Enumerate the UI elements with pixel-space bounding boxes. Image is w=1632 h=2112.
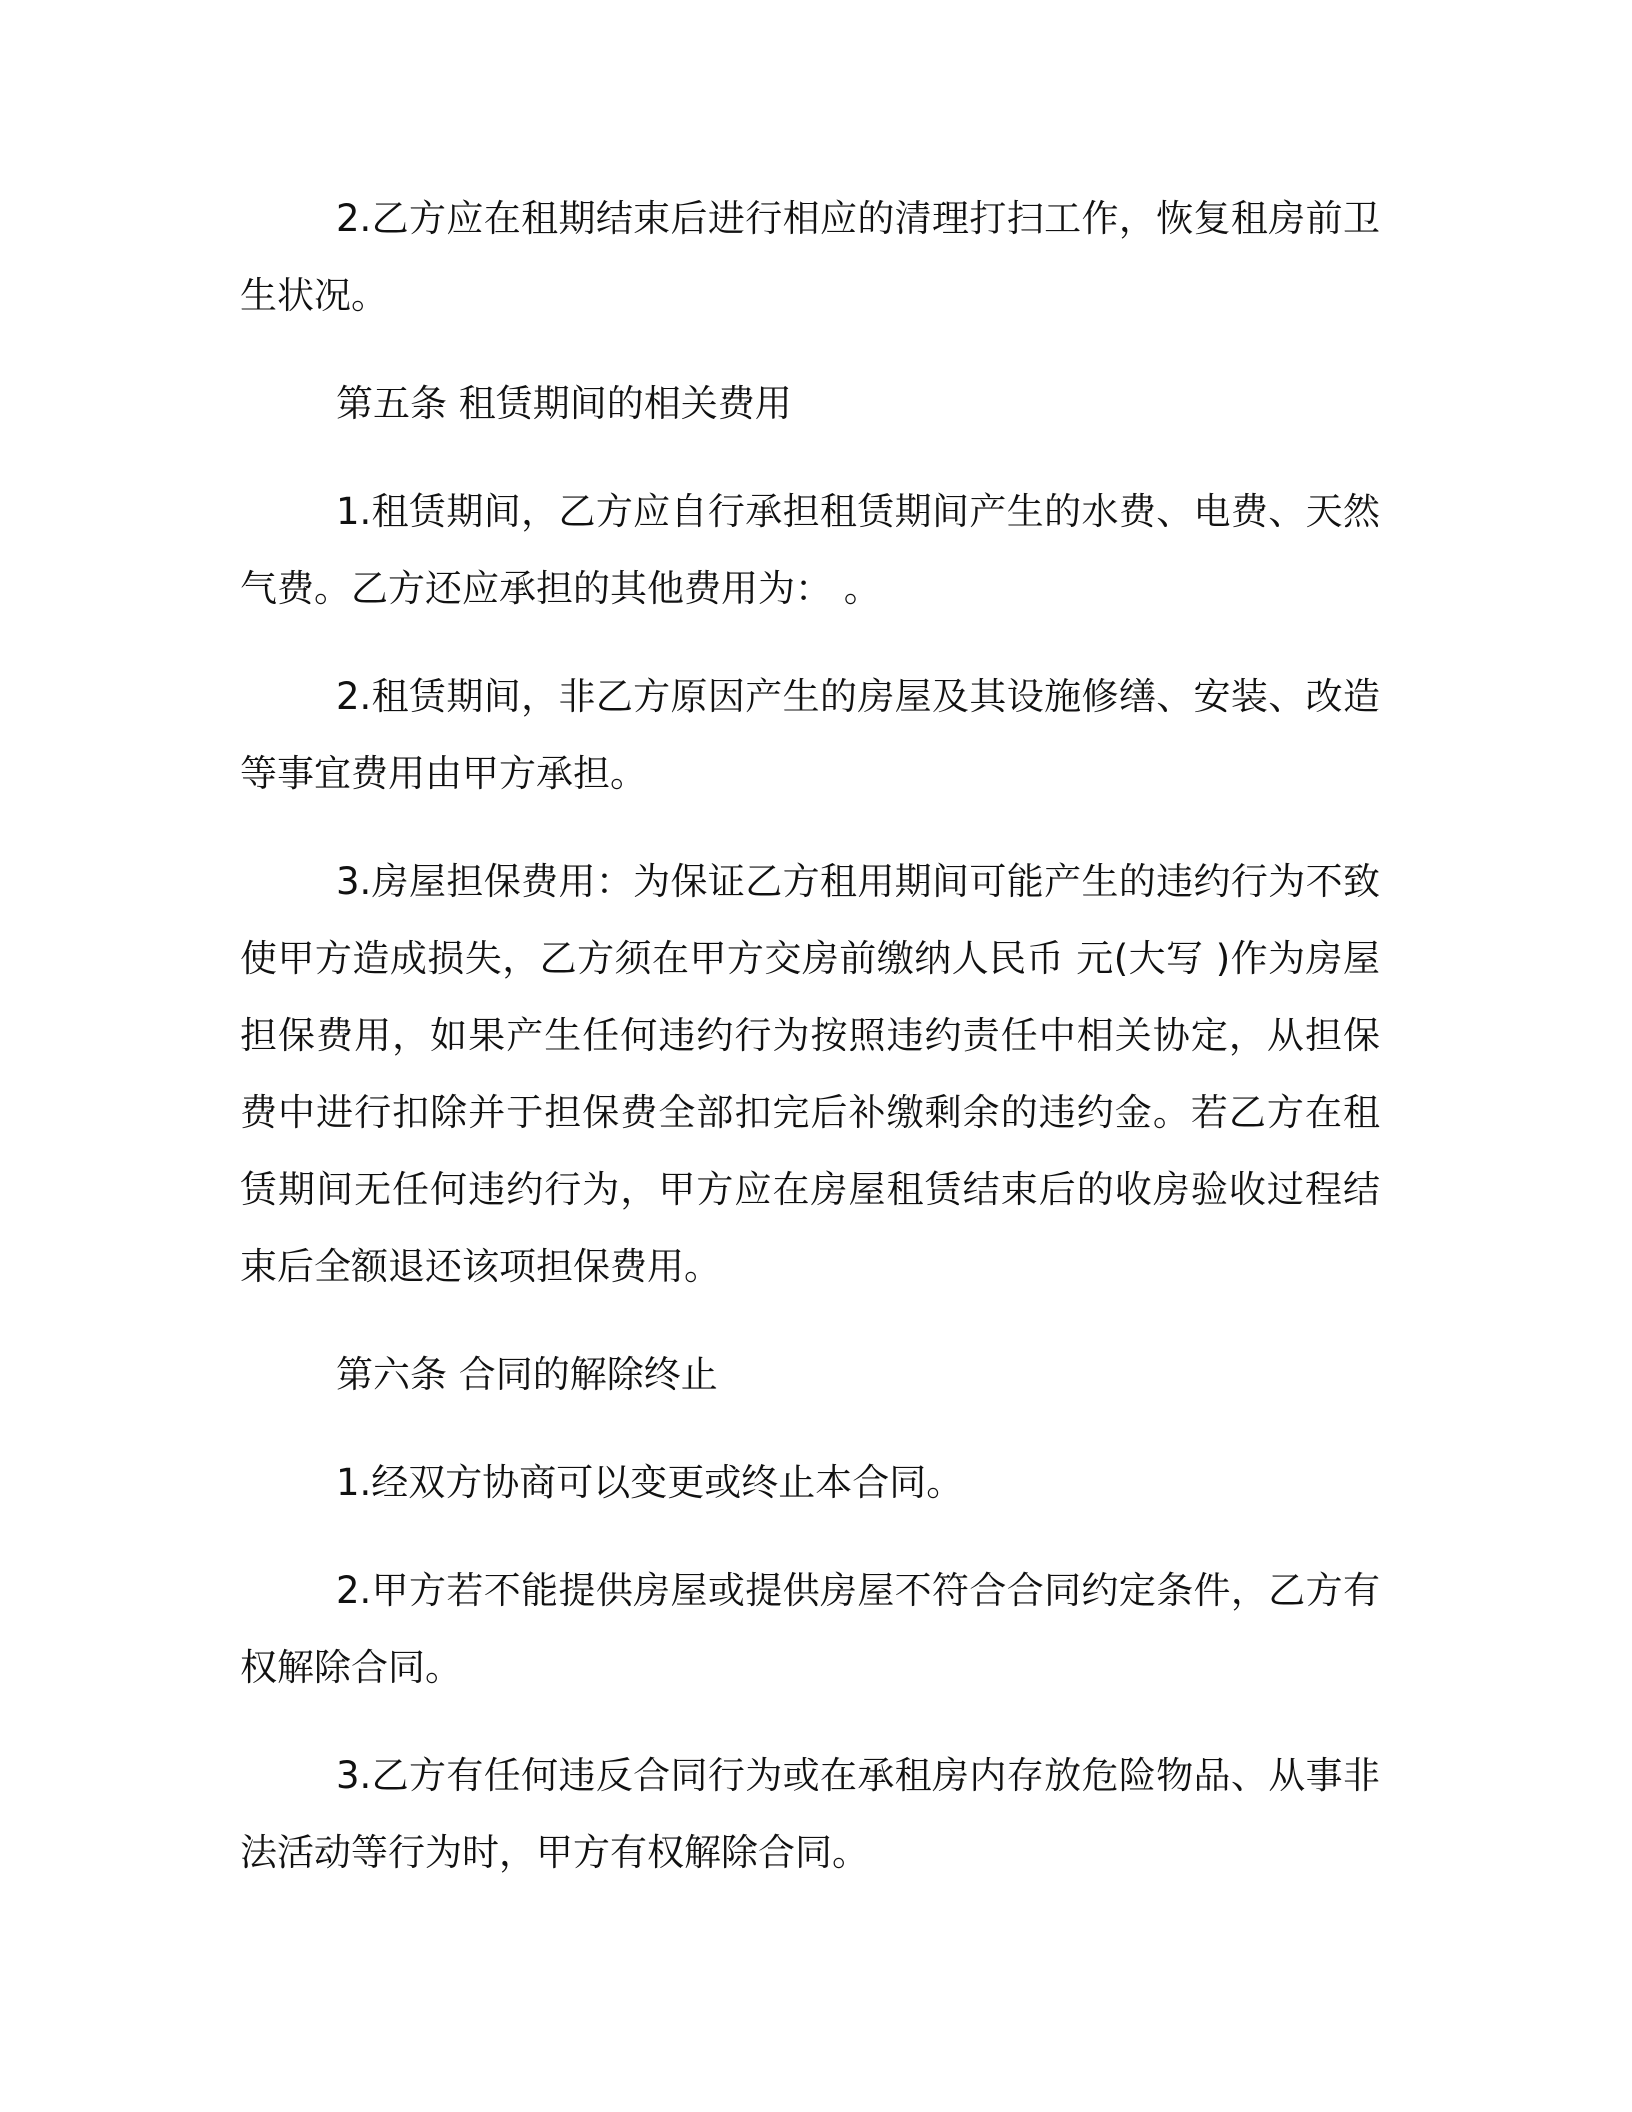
- clause-5-item-1: 1.租赁期间，乙方应自行承担租赁期间产生的水费、电费、天然气费。乙方还应承担的其他费用为： 。: [240, 490, 1380, 610]
- clause-5-item-3: 3.房屋担保费用：为保证乙方租用期间可能产生的违约行为不致使甲方造成损失，乙方须在甲方交房前缴纳人民币 元(大写 )作为房屋担保费用，如果产生任何违约行为按照违约责任中相关协定，从担保费中进行扣除并于担保费全部扣完后补缴剩余的违约金。若乙方在租赁期间无任何违约行为，甲方应在房屋租赁结束后的收房验收过程结束后全额退还该项担保费用。: [240, 860, 1380, 1288]
- article-5-heading: 第五条 租赁期间的相关费用: [336, 382, 792, 425]
- clause-6-item-1: 1.经双方协商可以变更或终止本合同。: [336, 1461, 964, 1504]
- clause-4-item-2: 2.乙方应在租期结束后进行相应的清理打扫工作，恢复租房前卫生状况。: [240, 197, 1380, 317]
- clause-6-item-2: 2.甲方若不能提供房屋或提供房屋不符合合同约定条件，乙方有权解除合同。: [240, 1569, 1380, 1689]
- document-body: [240, 180, 1380, 1922]
- article-6-heading: 第六条 合同的解除终止: [336, 1353, 718, 1396]
- clause-5-item-2: 2.租赁期间，非乙方原因产生的房屋及其设施修缮、安装、改造等事宜费用由甲方承担。: [240, 675, 1380, 795]
- clause-6-item-3: 3.乙方有任何违反合同行为或在承租房内存放危险物品、从事非法活动等行为时，甲方有权解除合同。: [240, 1754, 1380, 1874]
